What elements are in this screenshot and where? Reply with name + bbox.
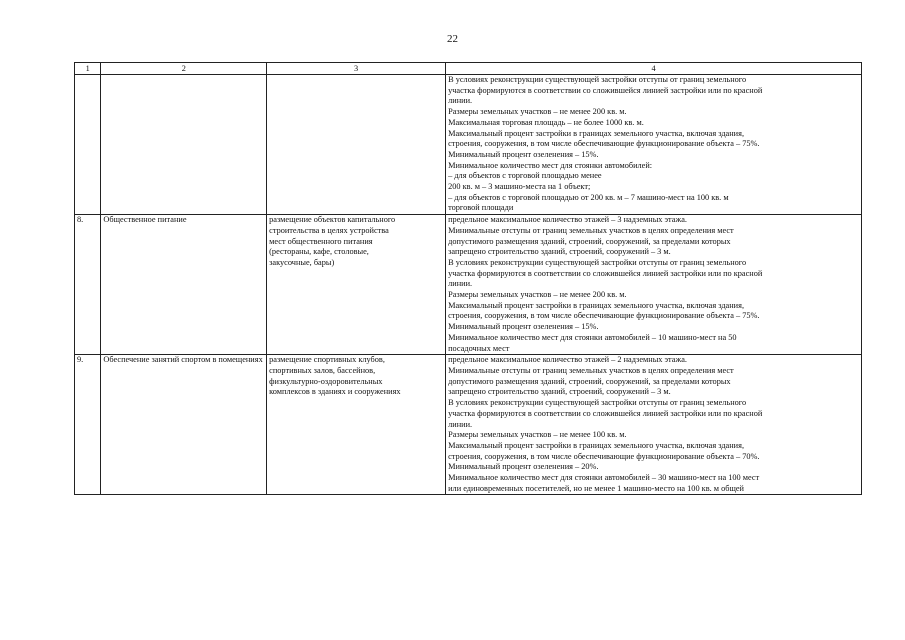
use-description-cell <box>267 215 446 355</box>
parameter-line: Минимальное количество мест для стоянки автомобилей: <box>448 160 653 170</box>
parameter-line: Максимальный процент застройки в границах земельного участка, включая здания, <box>448 300 745 310</box>
parameter-line: Минимальный процент озеленения – 15%. <box>448 322 599 332</box>
parameter-line: линии. <box>448 419 473 429</box>
column-header-3: 3 <box>267 63 446 75</box>
parameter-line: торговой площади <box>448 203 514 213</box>
row-number-cell <box>75 215 101 355</box>
use-type-cell <box>101 215 267 355</box>
parameter-line: Размеры земельных участков – не менее 200 кв. м. <box>448 107 627 117</box>
parameter-line: Минимальный процент озеленения – 15%. <box>448 149 599 159</box>
parameter-line: В условиях реконструкции существующей застройки отступы от границ земельного <box>448 398 747 408</box>
row-number-cell <box>75 355 101 495</box>
parameter-line: или единовременных посетителей, но не менее 1 машино-место на 100 кв. м общей <box>448 483 744 493</box>
row-number: 9. <box>77 355 84 365</box>
table-header-row <box>75 63 862 75</box>
parameter-line: Максимальная торговая площадь – не более 1000 кв. м. <box>448 117 644 127</box>
parameter-line: строения, сооружения, в том числе обеспечивающие функционирование объекта – 70%. <box>448 451 760 461</box>
parameter-line: допустимого размещения зданий, строений, сооружений, за пределами которых <box>448 236 731 246</box>
column-header-4: 4 <box>446 63 862 75</box>
parameter-line: В условиях реконструкции существующей застройки отступы от границ земельного <box>448 257 747 267</box>
parameter-line: Минимальные отступы от границ земельных участков в целях определения мест <box>448 365 734 375</box>
parameter-line: Максимальный процент застройки в границах земельного участка, включая здания, <box>448 440 745 450</box>
parameter-line: строения, сооружения, в том числе обеспечивающие функционирование объекта – 75%. <box>448 139 760 149</box>
description-line: размещение спортивных клубов, <box>269 355 385 365</box>
use-type-name: Обеспечение занятий спортом в помещениях <box>103 355 263 365</box>
parameter-line: участка формируются в соответствии со сложившейся линией застройки или по красной <box>448 268 763 278</box>
parameter-line: В условиях реконструкции существующей застройки отступы от границ земельного <box>448 75 747 84</box>
use-type-name: Общественное питание <box>103 215 187 225</box>
parameter-line: линии. <box>448 96 473 106</box>
parameter-line: предельное максимальное количество этажей – 2 надземных этажа. <box>448 355 687 365</box>
description-line: (рестораны, кафе, столовые, <box>269 247 369 257</box>
parameter-line: Максимальный процент застройки в границах земельного участка, включая здания, <box>448 128 745 138</box>
column-header-1: 1 <box>75 63 101 75</box>
description-line: физкультурно-оздоровительных <box>269 376 383 386</box>
column-header-2: 2 <box>101 63 267 75</box>
row-number: 8. <box>77 215 84 225</box>
parameters-cell <box>446 355 862 495</box>
parameter-line: запрещено строительство зданий, строений, сооружений – 3 м. <box>448 387 671 397</box>
table-row <box>75 215 862 355</box>
row-number-cell <box>75 75 101 215</box>
parameter-line: Размеры земельных участков – не менее 200 кв. м. <box>448 290 627 300</box>
table-row <box>75 355 862 495</box>
parameter-line: Минимальные отступы от границ земельных участков в целях определения мест <box>448 225 734 235</box>
use-type-cell <box>101 355 267 495</box>
parameter-line: предельное максимальное количество этажей – 3 надземных этажа. <box>448 215 687 225</box>
use-type-cell <box>101 75 267 215</box>
use-description-cell <box>267 75 446 215</box>
parameter-line: 200 кв. м – 3 машино-места на 1 объект; <box>448 182 591 192</box>
parameters-cell <box>446 75 862 215</box>
parameter-line: – для объектов с торговой площадью менее <box>448 171 602 181</box>
parameter-line: запрещено строительство зданий, строений, сооружений – 3 м. <box>448 247 671 257</box>
description-line: спортивных залов, бассейнов, <box>269 365 376 375</box>
description-line: размещение объектов капитального <box>269 215 396 225</box>
parameter-line: Размеры земельных участков – не менее 100 кв. м. <box>448 430 627 440</box>
parameter-line: Минимальное количество мест для стоянки автомобилей – 10 машино-мест на 50 <box>448 332 737 342</box>
parameter-line: посадочных мест <box>448 343 510 353</box>
parameter-line: допустимого размещения зданий, строений, сооружений, за пределами которых <box>448 376 731 386</box>
use-description-cell <box>267 355 446 495</box>
parameter-line: участка формируются в соответствии со сложившейся линией застройки или по красной <box>448 85 763 95</box>
regulations-table <box>74 62 862 495</box>
parameter-line: Минимальное количество мест для стоянки автомобилей – 30 машино-мест на 100 мест <box>448 473 760 483</box>
description-line: комплексов в зданиях и сооружениях <box>269 387 401 397</box>
parameter-line: участка формируются в соответствии со сложившейся линией застройки или по красной <box>448 408 763 418</box>
parameter-line: – для объектов с торговой площадью от 200 кв. м – 7 машино-мест на 100 кв. м <box>448 192 729 202</box>
parameter-line: линии. <box>448 279 473 289</box>
description-line: закусочные, бары) <box>269 257 335 267</box>
parameter-line: строения, сооружения, в том числе обеспечивающие функционирование объекта – 75%. <box>448 311 760 321</box>
table-row <box>75 75 862 215</box>
parameters-cell <box>446 215 862 355</box>
description-line: строительства в целях устройства <box>269 225 389 235</box>
parameter-line: Минимальный процент озеленения – 20%. <box>448 462 599 472</box>
page-number: 22 <box>447 33 458 45</box>
description-line: мест общественного питания <box>269 236 373 246</box>
